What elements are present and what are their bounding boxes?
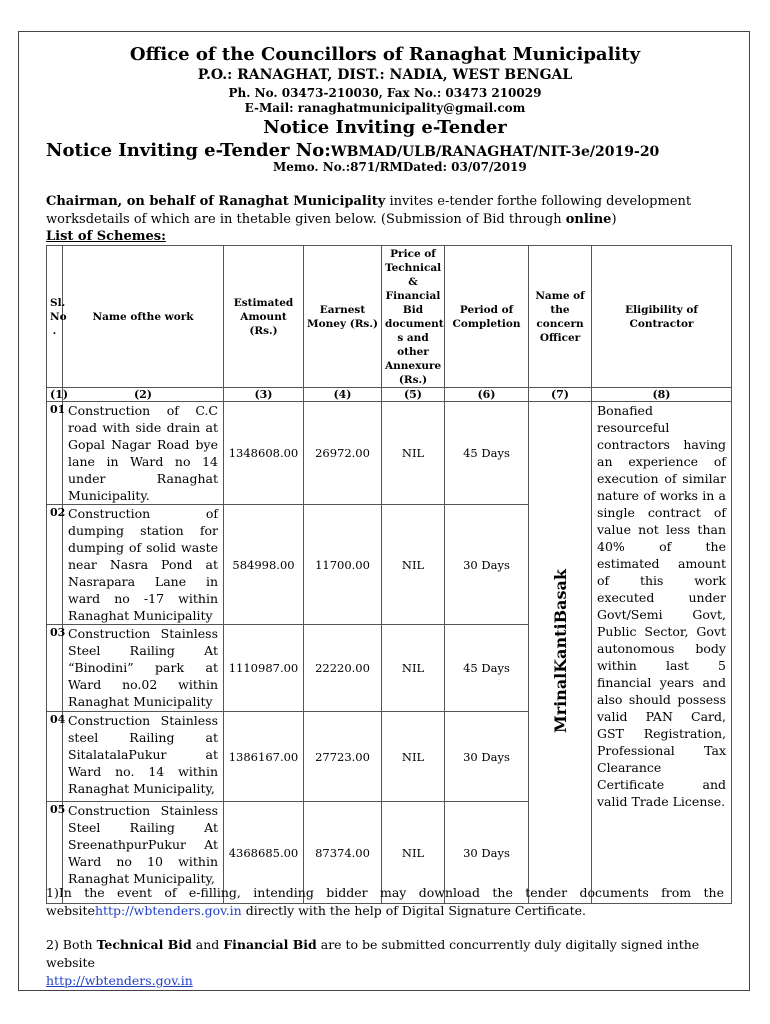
notice-title: Notice Inviting e-Tender <box>263 117 507 138</box>
row-price: NIL <box>382 802 445 904</box>
column-number: (1) <box>47 388 63 402</box>
column-number: (2) <box>63 388 224 402</box>
memo-number: Memo. No.:871/RMDated: 03/07/2019 <box>273 160 527 174</box>
row-period: 30 Days <box>445 802 529 904</box>
intro-online: online <box>565 212 612 227</box>
row-sl: 01 <box>47 402 63 505</box>
note-1 <box>46 884 724 920</box>
row-earnest: 27723.00 <box>304 712 382 802</box>
row-period: 45 Days <box>445 625 529 712</box>
note2-tail: are to be submitted concurrently duly digitally signed inthe website <box>46 937 700 970</box>
row-sl: 04 <box>47 712 63 802</box>
office-title: Office of the Councillors of Ranaghat Municipality <box>129 44 641 65</box>
row-earnest: 26972.00 <box>304 402 382 505</box>
row-work: Construction Stainless Steel Railing At “Binodini” park at Ward no.02 within Ranaghat Municipality <box>63 625 224 712</box>
column-number: (7) <box>529 388 592 402</box>
header-estimated: Estimated Amount (Rs.) <box>224 246 304 388</box>
table-row <box>47 402 732 505</box>
note2-and: and <box>191 937 224 952</box>
header-work: Name ofthe work <box>63 246 224 388</box>
header-eligibility: Eligibility of Contractor <box>592 246 732 388</box>
officer-name: MrinalKantiBasak <box>550 568 570 734</box>
intro-paragraph <box>46 193 721 229</box>
row-estimated: 1386167.00 <box>224 712 304 802</box>
header-officer: Name of the concern Officer <box>529 246 592 388</box>
table-header-row <box>47 246 732 388</box>
nit-line <box>46 140 659 161</box>
office-phone: Ph. No. 03473-210030, Fax No.: 03473 210029 <box>228 86 542 100</box>
row-estimated: 584998.00 <box>224 505 304 625</box>
row-period: 45 Days <box>445 402 529 505</box>
header-period: Period of Completion <box>445 246 529 388</box>
note1-tail: directly with the help of Digital Signature Certificate. <box>241 903 586 918</box>
row-estimated: 4368685.00 <box>224 802 304 904</box>
column-number: (5) <box>382 388 445 402</box>
office-email: E-Mail: ranaghatmunicipality@gmail.com <box>244 101 526 115</box>
row-estimated: 1110987.00 <box>224 625 304 712</box>
header-price: Price of Technical & Financial Bid document s and other Annexure (Rs.) <box>382 246 445 388</box>
row-price: NIL <box>382 712 445 802</box>
tender-website-link[interactable]: http://wbtenders.gov.in <box>94 903 242 918</box>
column-number: (8) <box>592 388 732 402</box>
nit-label: Notice Inviting e-Tender No: <box>46 140 331 161</box>
column-number: (4) <box>304 388 382 402</box>
row-price: NIL <box>382 505 445 625</box>
list-heading: List of Schemes: <box>46 229 166 244</box>
note2-financial: Financial Bid <box>223 937 317 952</box>
officer-cell <box>529 402 592 904</box>
column-number-row <box>47 388 732 402</box>
note2-text: 2) Both <box>46 937 97 952</box>
schemes-table <box>46 245 732 904</box>
row-price: NIL <box>382 402 445 505</box>
intro-text: invites e-tender forthe following development worksdetails of which are in thetable given below. (Submission of Bid through <box>46 194 692 227</box>
row-price: NIL <box>382 625 445 712</box>
row-earnest: 22220.00 <box>304 625 382 712</box>
row-period: 30 Days <box>445 712 529 802</box>
row-estimated: 1348608.00 <box>224 402 304 505</box>
column-number: (3) <box>224 388 304 402</box>
row-work: Construction Stainless steel Railing at SitalatalaPukur at Ward no. 14 within Ranaghat Municipality, <box>63 712 224 802</box>
tender-website-link-2[interactable]: http://wbtenders.gov.in <box>46 973 193 988</box>
header-sl: Sl. No . <box>47 246 63 388</box>
nit-number: WBMAD/ULB/RANAGHAT/NIT-3e/2019-20 <box>330 144 660 160</box>
row-work: Construction of C.C road with side drain at Gopal Nagar Road bye lane in Ward no 14 under Ranaghat Municipality. <box>63 402 224 505</box>
eligibility-cell: Bonafied resourceful contractors having an experience of execution of similar nature of works in a single contract of value not less than 40% of the estimated amount of this work executed under Govt/Semi Govt, Public Sector, Govt autonomous body within last 5 financial years and also should possess valid PAN Card, GST Registration, Professional Tax Clearance Certificate and valid Trade License. <box>592 402 732 904</box>
column-number: (6) <box>445 388 529 402</box>
row-work: Construction of dumping station for dumping of solid waste near Nasra Pond at Nasrapara Lane in ward no -17 within Ranaghat Municipality <box>63 505 224 625</box>
note1-text: 1)In the event of e-filling, intending bidder may download the tender documents from the website <box>46 885 724 918</box>
row-earnest: 11700.00 <box>304 505 382 625</box>
note-2 <box>46 936 724 990</box>
header-earnest: Earnest Money (Rs.) <box>304 246 382 388</box>
row-period: 30 Days <box>445 505 529 625</box>
row-sl: 02 <box>47 505 63 625</box>
note2-technical: Technical Bid <box>96 937 192 952</box>
row-sl: 05 <box>47 802 63 904</box>
row-sl: 03 <box>47 625 63 712</box>
intro-bold: Chairman, on behalf of Ranaghat Municipality <box>46 194 386 209</box>
row-work: Construction Stainless Steel Railing At SreenathpurPukur At Ward no 10 within Ranaghat Municipality, <box>63 802 224 904</box>
intro-close: ) <box>611 212 617 227</box>
row-earnest: 87374.00 <box>304 802 382 904</box>
office-address: P.O.: RANAGHAT, DIST.: NADIA, WEST BENGAL <box>197 67 573 83</box>
